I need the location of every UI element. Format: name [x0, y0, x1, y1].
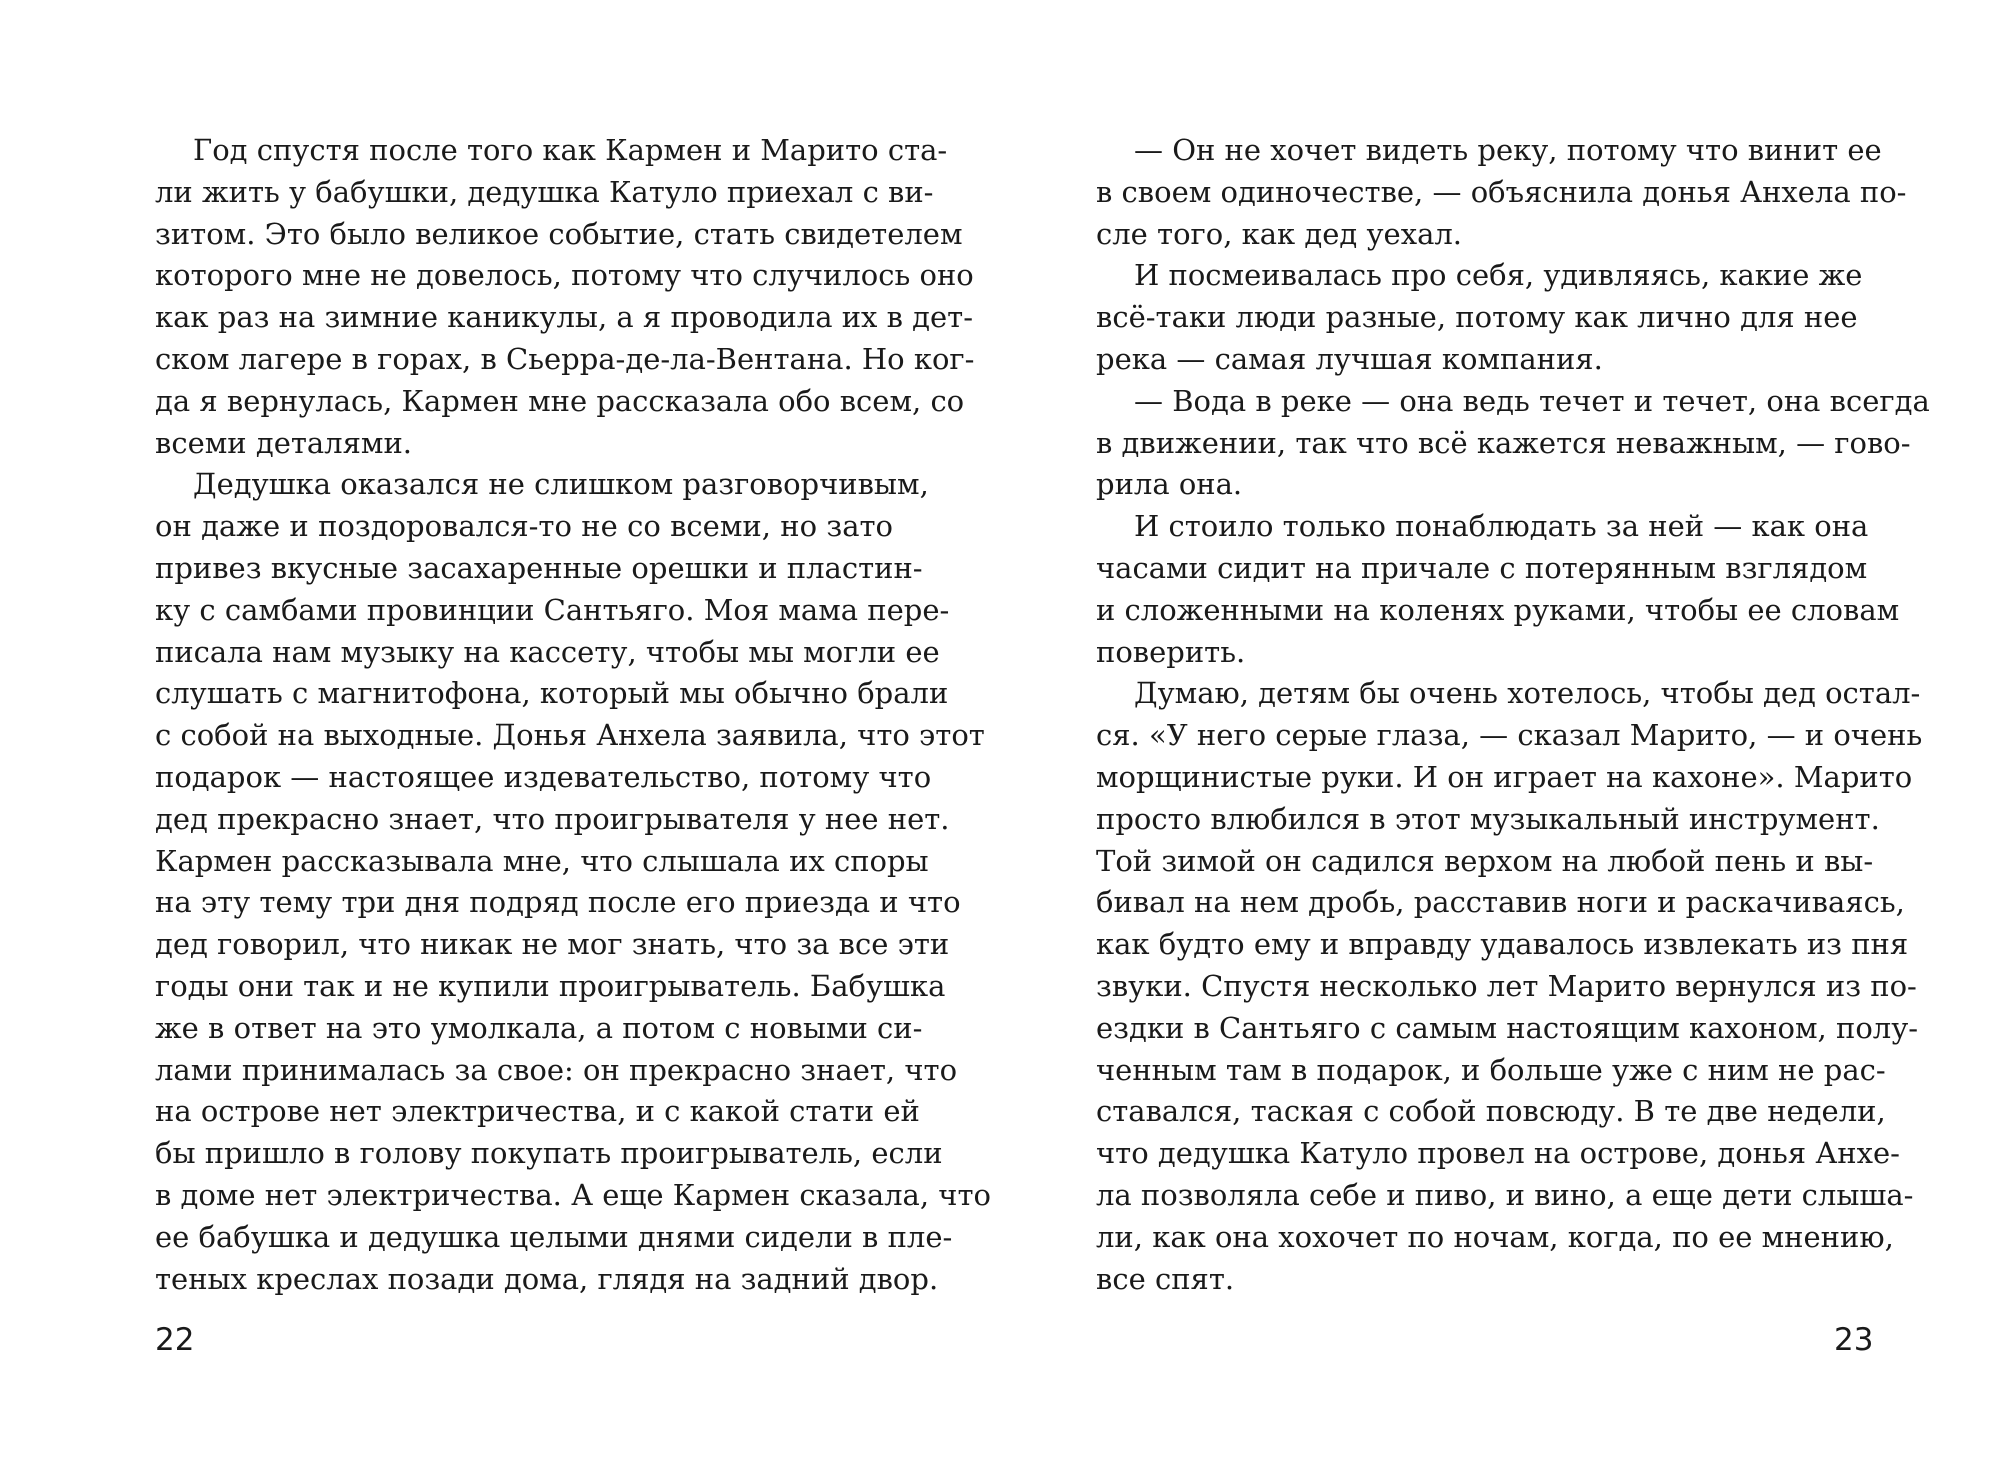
text-line: всё-таки люди разные, потому как лично для нее [1096, 300, 1858, 335]
text-line: все спят. [1096, 1261, 1235, 1296]
text-line: ставался, таская с собой повсюду. В те две недели, [1096, 1094, 1886, 1129]
text-line: бы пришло в голову покупать проигрыватель, если [155, 1136, 943, 1171]
text-line: дед прекрасно знает, что проигрывателя у нее нет. [155, 801, 950, 836]
text-line: годы они так и не купили проигрыватель. Бабушка [155, 968, 946, 1003]
text-line: что дедушка Катуло провел на острове, донья Анхе- [1096, 1136, 1900, 1171]
text-line: бивал на нем дробь, расставив ноги и раскачиваясь, [1096, 885, 1905, 920]
text-line: теных креслах позади дома, глядя на задний двор. [155, 1261, 939, 1296]
text-line: же в ответ на это умолкала, а потом с новыми си- [155, 1010, 923, 1045]
text-line: ли, как она хохочет по ночам, когда, по ее мнению, [1096, 1219, 1894, 1254]
text-line: которого мне не довелось, потому что случилось оно [155, 258, 974, 293]
text-line: лами принималась за свое: он прекрасно знает, что [155, 1052, 958, 1087]
text-line: на острове нет электричества, и с какой стати ей [155, 1094, 920, 1129]
text-line: — Вода в реке — она ведь течет и течет, она всегда [1134, 383, 1930, 418]
text-line: да я вернулась, Кармен мне рассказала обо всем, со [155, 383, 965, 418]
text-line: зитом. Это было великое событие, стать свидетелем [155, 216, 963, 251]
text-line: — Он не хочет видеть реку, потому что винит ее [1134, 133, 1882, 167]
text-line: ском лагере в горах, в Сьерра-де-ла-Вентана. Но ког- [155, 341, 975, 376]
text-line: Кармен рассказывала мне, что слышала их споры [155, 843, 929, 878]
text-line: в доме нет электричества. А еще Кармен сказала, что [155, 1177, 991, 1212]
text-line: слушать с магнитофона, который мы обычно брали [155, 676, 949, 711]
text-line: Год спустя после того как Кармен и Марито ста- [193, 133, 948, 167]
text-line: как будто ему и вправду удавалось извлекать из пня [1096, 927, 1909, 962]
text-line: всеми деталями. [155, 425, 413, 460]
text-line: Той зимой он садился верхом на любой пень и вы- [1096, 843, 1874, 878]
text-line: как раз на зимние каникулы, а я проводила их в дет- [155, 300, 974, 335]
text-line: в своем одиночестве, — объяснила донья Анхела по- [1096, 174, 1907, 209]
text-line: и сложенными на коленях руками, чтобы ее словам [1096, 592, 1900, 627]
text-line: он даже и поздоровался-то не со всеми, но зато [155, 509, 893, 544]
text-line: звуки. Спустя несколько лет Марито вернулся из по- [1096, 968, 1917, 1003]
text-line: И посмеивалась про себя, удивляясь, какие же [1134, 258, 1863, 293]
text-line: Дедушка оказался не слишком разговорчивым, [193, 467, 929, 502]
text-line: писала нам музыку на кассету, чтобы мы могли ее [155, 634, 940, 669]
text-line: ченным там в подарок, и больше уже с ним не рас- [1096, 1052, 1886, 1087]
text-line: ся. «У него серые глаза, — сказал Марито, — и очень [1096, 718, 1923, 753]
text-line: рила она. [1096, 467, 1243, 502]
text-line: дед говорил, что никак не мог знать, что за все эти [155, 927, 950, 962]
text-line: в движении, так что всё кажется неважным, — гово- [1096, 425, 1911, 460]
text-line: с собой на выходные. Донья Анхела заявила, что этот [155, 718, 985, 753]
text-line: И стоило только понаблюдать за ней — как она [1134, 509, 1869, 544]
text-line: подарок — настоящее издевательство, потому что [155, 759, 932, 794]
text-line: просто влюбился в этот музыкальный инструмент. [1096, 801, 1880, 836]
text-line: Думаю, детям бы очень хотелось, чтобы дед остал- [1134, 676, 1921, 711]
text-line: на эту тему три дня подряд после его приезда и что [155, 885, 961, 920]
text-line: ла позволяла себе и пиво, и вино, а еще дети слыша- [1096, 1177, 1914, 1212]
text-line: ли жить у бабушки, дедушка Катуло приехал с ви- [155, 174, 934, 209]
text-line: река — самая лучшая компания. [1096, 341, 1603, 376]
page-number-left: 22 [155, 1322, 195, 1358]
text-line: привез вкусные засахаренные орешки и пластин- [155, 550, 923, 585]
text-line: ездки в Сантьяго с самым настоящим кахоном, полу- [1096, 1010, 1919, 1045]
text-line: часами сидит на причале с потерянным взглядом [1096, 550, 1868, 585]
text-line: сле того, как дед уехал. [1096, 216, 1462, 251]
text-line: поверить. [1096, 634, 1246, 669]
text-line: морщинистые руки. И он играет на кахоне». Марито [1096, 759, 1913, 794]
page-number-right: 23 [1834, 1322, 1874, 1358]
left-page-body [155, 130, 991, 1300]
text-line: ку с самбами провинции Сантьяго. Моя мама пере- [155, 592, 950, 627]
text-line: ее бабушка и дедушка целыми днями сидели в пле- [155, 1219, 953, 1254]
right-page-body [1096, 130, 1930, 1300]
